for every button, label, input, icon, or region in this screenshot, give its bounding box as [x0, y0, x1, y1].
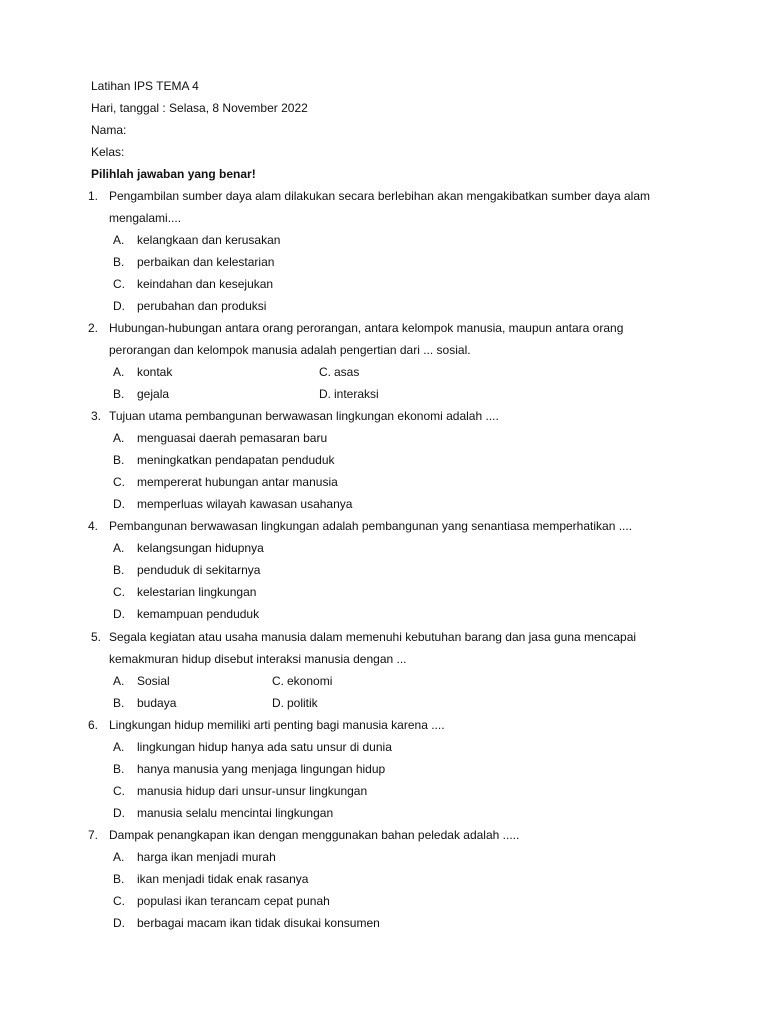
option-letter: B. [113, 696, 125, 710]
option-text: memperluas wilayah kawasan usahanya [137, 497, 353, 511]
option-letter: D. [113, 299, 125, 313]
option-text: mempererat hubungan antar manusia [137, 475, 338, 489]
option-text: kelangkaan dan kerusakan [137, 233, 281, 247]
question-text-line: Lingkungan hidup memiliki arti penting bagi manusia karena .... [109, 718, 445, 732]
question-number: 2. [88, 321, 99, 335]
option-text: lingkungan hidup hanya ada satu unsur di dunia [137, 740, 392, 754]
question-number: 1. [88, 189, 99, 203]
question-text-line: kemakmuran hidup disebut interaksi manusia dengan ... [109, 652, 407, 666]
option-text: populasi ikan terancam cepat punah [137, 894, 330, 908]
question-text-line: Pengambilan sumber daya alam dilakukan secara berlebihan akan mengakibatkan sumber daya alam [109, 189, 650, 203]
option-text: kontak [137, 365, 173, 379]
option-text: perubahan dan produksi [137, 299, 267, 313]
option-text: manusia selalu mencintai lingkungan [137, 806, 334, 820]
question-number: 4. [88, 519, 99, 533]
option-letter: C. [113, 894, 125, 908]
option-letter: D. [272, 696, 284, 710]
option-letter: D. [113, 497, 125, 511]
date-line: Hari, tanggal : Selasa, 8 November 2022 [91, 101, 308, 115]
option-text: keindahan dan kesejukan [137, 277, 274, 291]
name-label: Nama: [91, 123, 127, 137]
option-text: kemampuan penduduk [137, 607, 260, 621]
option-letter: B. [113, 762, 125, 776]
question-text-line: perorangan dan kelompok manusia adalah pengertian dari ... sosial. [109, 343, 471, 357]
option-letter: C. [113, 475, 125, 489]
option-letter: D. [319, 387, 331, 401]
option-text: harga ikan menjadi murah [137, 850, 276, 864]
option-letter: D. [113, 806, 125, 820]
option-letter: A. [113, 431, 125, 445]
option-text: ikan menjadi tidak enak rasanya [137, 872, 309, 886]
option-text: politik [287, 696, 318, 710]
option-letter: B. [113, 387, 125, 401]
question-text-line: Pembangunan berwawasan lingkungan adalah pembangunan yang senantiasa memperhatikan .... [109, 519, 633, 533]
option-text: kelangsungan hidupnya [137, 541, 264, 555]
option-text: manusia hidup dari unsur-unsur lingkungan [137, 784, 368, 798]
option-text: kelestarian lingkungan [137, 585, 257, 599]
option-text: budaya [137, 696, 177, 710]
option-text: Sosial [137, 674, 170, 688]
question-text-line: Hubungan-hubungan antara orang perorangan, antara kelompok manusia, maupun antara orang [109, 321, 624, 335]
option-text: perbaikan dan kelestarian [137, 255, 275, 269]
option-letter: C. [319, 365, 331, 379]
question-number: 7. [88, 828, 99, 842]
option-letter: A. [113, 740, 125, 754]
option-text: berbagai macam ikan tidak disukai konsumen [137, 916, 380, 930]
instruction: Pilihlah jawaban yang benar! [91, 167, 256, 181]
question-text-line: Segala kegiatan atau usaha manusia dalam memenuhi kebutuhan barang dan jasa guna mencapai [109, 630, 637, 644]
question-number: 6. [88, 718, 99, 732]
option-text: menguasai daerah pemasaran baru [137, 431, 328, 445]
class-label: Kelas: [91, 145, 125, 159]
option-letter: B. [113, 255, 125, 269]
option-letter: A. [113, 674, 125, 688]
option-letter: A. [113, 850, 125, 864]
option-text: ekonomi [287, 674, 333, 688]
option-letter: C. [272, 674, 284, 688]
option-letter: C. [113, 277, 125, 291]
option-letter: A. [113, 541, 125, 555]
option-letter: D. [113, 916, 125, 930]
option-letter: B. [113, 563, 125, 577]
option-text: gejala [137, 387, 170, 401]
option-letter: B. [113, 453, 125, 467]
option-letter: C. [113, 784, 125, 798]
worksheet-title: Latihan IPS TEMA 4 [91, 79, 199, 93]
option-letter: D. [113, 607, 125, 621]
option-text: penduduk di sekitarnya [137, 563, 261, 577]
option-text: meningkatkan pendapatan penduduk [137, 453, 335, 467]
option-letter: C. [113, 585, 125, 599]
option-letter: A. [113, 365, 125, 379]
question-text-line: Dampak penangkapan ikan dengan menggunakan bahan peledak adalah ..... [109, 828, 520, 842]
option-letter: A. [113, 233, 125, 247]
option-text: asas [334, 365, 360, 379]
question-text-line: mengalami.... [109, 211, 182, 225]
option-text: hanya manusia yang menjaga lingungan hidup [137, 762, 386, 776]
question-number: 3. [91, 409, 102, 423]
question-text-line: Tujuan utama pembangunan berwawasan lingkungan ekonomi adalah .... [109, 409, 499, 423]
option-text: interaksi [334, 387, 379, 401]
question-number: 5. [91, 630, 102, 644]
option-letter: B. [113, 872, 125, 886]
